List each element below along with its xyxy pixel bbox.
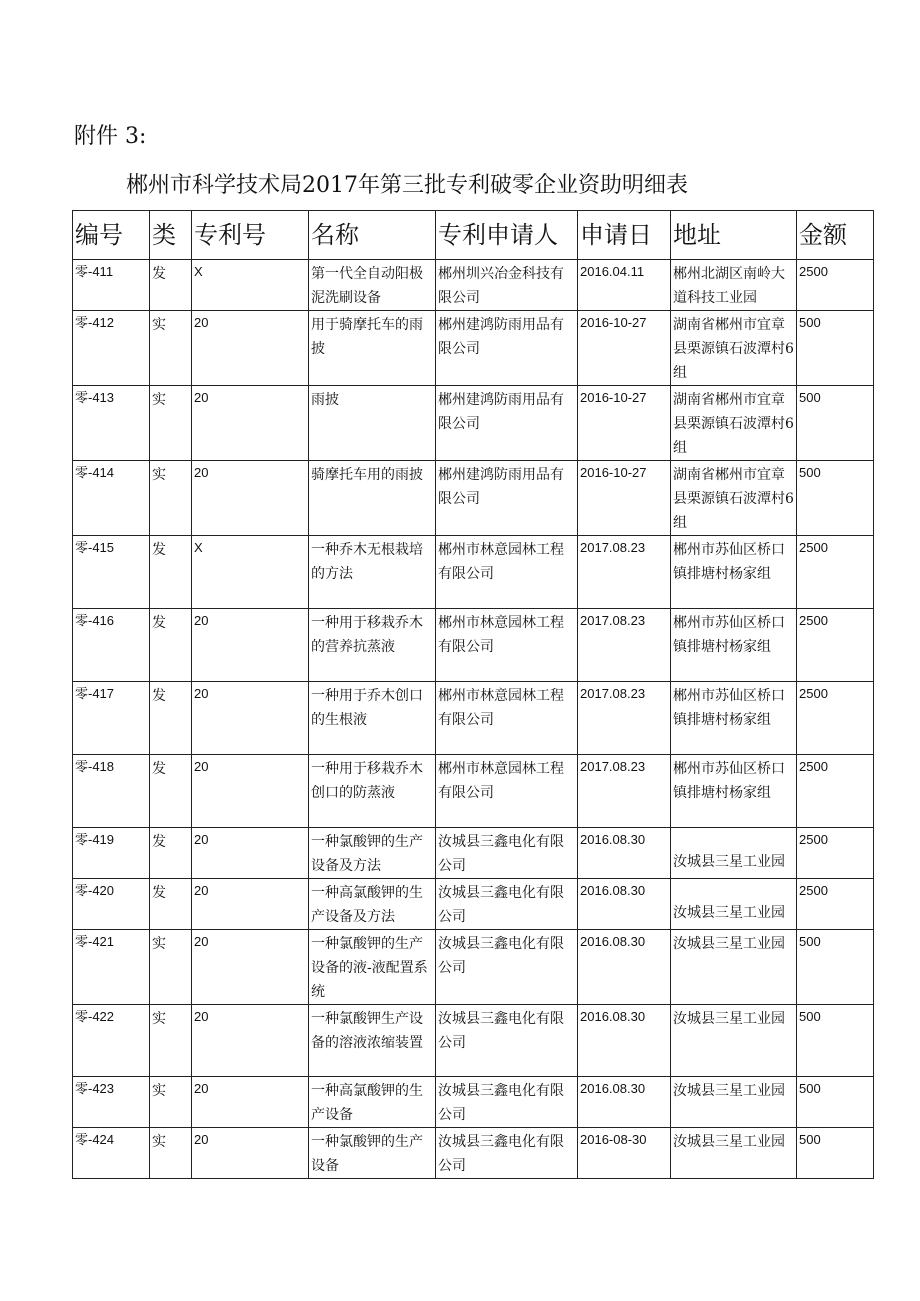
cell-id: 零-416 (73, 609, 150, 682)
cell-id: 零-420 (73, 879, 150, 930)
table-row (73, 755, 874, 828)
cell-date: 2016-08-30 (578, 1128, 671, 1179)
cell-id: 零-423 (73, 1077, 150, 1128)
cell-address: 湖南省郴州市宜章县栗源镇石波潭村6组 (671, 461, 797, 536)
cell-address: 湖南省郴州市宜章县栗源镇石波潭村6组 (671, 311, 797, 386)
cell-name: 雨披 (309, 386, 436, 461)
table-row (73, 828, 874, 879)
cell-type: 发 (150, 260, 192, 311)
cell-id: 零-415 (73, 536, 150, 609)
cell-name: 一种用于乔木创口的生根液 (309, 682, 436, 755)
cell-applicant: 郴州市林意园林工程有限公司 (436, 609, 578, 682)
cell-amount: 500 (797, 930, 874, 1005)
cell-date: 2016.08.30 (578, 930, 671, 1005)
cell-amount: 2500 (797, 755, 874, 828)
cell-id: 零-412 (73, 311, 150, 386)
cell-name: 一种高氯酸钾的生产设备及方法 (309, 879, 436, 930)
cell-type: 实 (150, 1128, 192, 1179)
table-row (73, 311, 874, 386)
cell-patent-no: 20 (192, 1128, 309, 1179)
cell-patent-no: 20 (192, 879, 309, 930)
cell-patent-no: X (192, 536, 309, 609)
cell-date: 2016.04.11 (578, 260, 671, 311)
cell-id: 零-413 (73, 386, 150, 461)
cell-date: 2016.08.30 (578, 828, 671, 879)
cell-amount: 2500 (797, 536, 874, 609)
cell-address: 汝城县三星工业园 (671, 1005, 797, 1077)
header-name: 名称 (309, 211, 436, 260)
cell-type: 发 (150, 828, 192, 879)
cell-applicant: 汝城县三鑫电化有限公司 (436, 879, 578, 930)
cell-type: 发 (150, 879, 192, 930)
table-row (73, 461, 874, 536)
cell-address: 汝城县三星工业园 (671, 1077, 797, 1128)
cell-date: 2017.08.23 (578, 536, 671, 609)
cell-address: 汝城县三星工业园 (671, 828, 797, 879)
cell-amount: 500 (797, 311, 874, 386)
cell-amount: 2500 (797, 828, 874, 879)
cell-type: 发 (150, 755, 192, 828)
cell-name: 一种氯酸钾的生产设备及方法 (309, 828, 436, 879)
cell-date: 2016-10-27 (578, 311, 671, 386)
table-row (73, 260, 874, 311)
cell-patent-no: 20 (192, 386, 309, 461)
header-id: 编号 (73, 211, 150, 260)
cell-amount: 2500 (797, 260, 874, 311)
table-row (73, 682, 874, 755)
header-address: 地址 (671, 211, 797, 260)
cell-applicant: 汝城县三鑫电化有限公司 (436, 1077, 578, 1128)
cell-address: 汝城县三星工业园 (671, 930, 797, 1005)
cell-amount: 500 (797, 386, 874, 461)
cell-patent-no: 20 (192, 930, 309, 1005)
cell-type: 实 (150, 930, 192, 1005)
cell-name: 一种乔木无根栽培的方法 (309, 536, 436, 609)
cell-type: 实 (150, 1077, 192, 1128)
cell-patent-no: 20 (192, 755, 309, 828)
cell-date: 2016.08.30 (578, 1005, 671, 1077)
document-title: 郴州市科学技术局2017年第三批专利破零企业资助明细表 (126, 173, 688, 198)
cell-name: 用于骑摩托车的雨披 (309, 311, 436, 386)
cell-applicant: 郴州市林意园林工程有限公司 (436, 755, 578, 828)
cell-patent-no: 20 (192, 828, 309, 879)
cell-type: 发 (150, 536, 192, 609)
cell-applicant: 郴州建鸿防雨用品有限公司 (436, 461, 578, 536)
table-row (73, 1077, 874, 1128)
cell-applicant: 汝城县三鑫电化有限公司 (436, 828, 578, 879)
cell-type: 实 (150, 311, 192, 386)
cell-address: 郴州市苏仙区桥口镇排塘村杨家组 (671, 682, 797, 755)
cell-applicant: 郴州圳兴冶金科技有限公司 (436, 260, 578, 311)
cell-id: 零-414 (73, 461, 150, 536)
header-date: 申请日 (578, 211, 671, 260)
cell-address: 郴州市苏仙区桥口镇排塘村杨家组 (671, 755, 797, 828)
cell-name: 一种氯酸钾的生产设备 (309, 1128, 436, 1179)
cell-type: 发 (150, 682, 192, 755)
cell-name: 一种用于移栽乔木创口的防蒸液 (309, 755, 436, 828)
cell-address: 汝城县三星工业园 (671, 1128, 797, 1179)
cell-patent-no: 20 (192, 311, 309, 386)
cell-address: 郴州北湖区南岭大道科技工业园 (671, 260, 797, 311)
subsidy-table (72, 210, 874, 1179)
cell-type: 实 (150, 461, 192, 536)
header-type: 类 (150, 211, 192, 260)
cell-amount: 2500 (797, 609, 874, 682)
table-row (73, 930, 874, 1005)
cell-date: 2016-10-27 (578, 461, 671, 536)
cell-applicant: 郴州市林意园林工程有限公司 (436, 682, 578, 755)
cell-date: 2016.08.30 (578, 879, 671, 930)
cell-amount: 500 (797, 1128, 874, 1179)
cell-date: 2016-10-27 (578, 386, 671, 461)
cell-amount: 500 (797, 1005, 874, 1077)
cell-applicant: 汝城县三鑫电化有限公司 (436, 1005, 578, 1077)
header-applicant: 专利申请人 (436, 211, 578, 260)
header-amount: 金额 (797, 211, 874, 260)
cell-date: 2016.08.30 (578, 1077, 671, 1128)
header-row (73, 211, 874, 260)
cell-applicant: 汝城县三鑫电化有限公司 (436, 1128, 578, 1179)
cell-date: 2017.08.23 (578, 755, 671, 828)
cell-name: 第一代全自动阳极泥洗刷设备 (309, 260, 436, 311)
cell-address: 汝城县三星工业园 (671, 879, 797, 930)
cell-patent-no: 20 (192, 1005, 309, 1077)
header-patent-no: 专利号 (192, 211, 309, 260)
cell-name: 一种氯酸钾的生产设备的液-液配置系统 (309, 930, 436, 1005)
table-row (73, 1005, 874, 1077)
cell-id: 零-411 (73, 260, 150, 311)
table-row (73, 386, 874, 461)
cell-patent-no: 20 (192, 461, 309, 536)
cell-patent-no: 20 (192, 682, 309, 755)
table-row (73, 1128, 874, 1179)
cell-id: 零-418 (73, 755, 150, 828)
cell-date: 2017.08.23 (578, 682, 671, 755)
cell-applicant: 郴州建鸿防雨用品有限公司 (436, 386, 578, 461)
cell-name: 骑摩托车用的雨披 (309, 461, 436, 536)
cell-applicant: 汝城县三鑫电化有限公司 (436, 930, 578, 1005)
cell-address: 郴州市苏仙区桥口镇排塘村杨家组 (671, 609, 797, 682)
cell-type: 实 (150, 1005, 192, 1077)
cell-id: 零-419 (73, 828, 150, 879)
cell-amount: 2500 (797, 879, 874, 930)
cell-name: 一种高氯酸钾的生产设备 (309, 1077, 436, 1128)
cell-type: 实 (150, 386, 192, 461)
cell-name: 一种氯酸钾生产设备的溶液浓缩装置 (309, 1005, 436, 1077)
cell-patent-no: 20 (192, 609, 309, 682)
cell-id: 零-417 (73, 682, 150, 755)
cell-patent-no: X (192, 260, 309, 311)
cell-amount: 2500 (797, 682, 874, 755)
cell-patent-no: 20 (192, 1077, 309, 1128)
cell-type: 发 (150, 609, 192, 682)
cell-date: 2017.08.23 (578, 609, 671, 682)
cell-applicant: 郴州市林意园林工程有限公司 (436, 536, 578, 609)
cell-address: 湖南省郴州市宜章县栗源镇石波潭村6组 (671, 386, 797, 461)
attachment-label: 附件 3: (74, 124, 147, 149)
table-row (73, 879, 874, 930)
cell-applicant: 郴州建鸿防雨用品有限公司 (436, 311, 578, 386)
cell-amount: 500 (797, 461, 874, 536)
table-row (73, 536, 874, 609)
cell-id: 零-422 (73, 1005, 150, 1077)
cell-id: 零-424 (73, 1128, 150, 1179)
cell-name: 一种用于移栽乔木的营养抗蒸液 (309, 609, 436, 682)
cell-id: 零-421 (73, 930, 150, 1005)
table-row (73, 609, 874, 682)
cell-amount: 500 (797, 1077, 874, 1128)
cell-address: 郴州市苏仙区桥口镇排塘村杨家组 (671, 536, 797, 609)
